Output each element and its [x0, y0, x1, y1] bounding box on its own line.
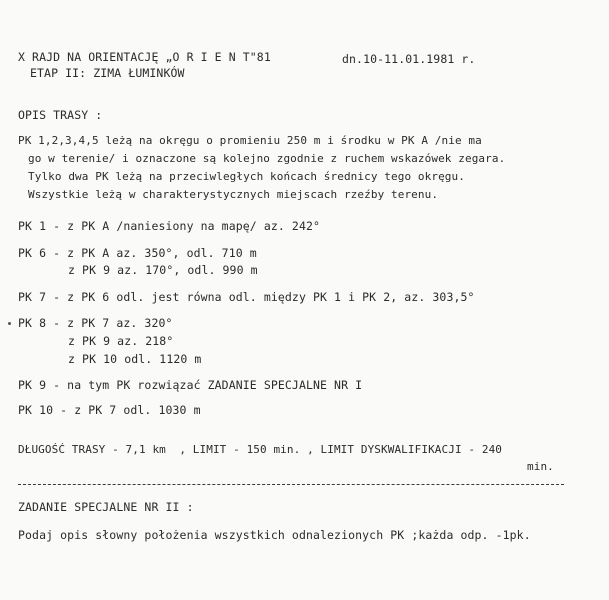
pk1-line: PK 1 - z PK A /naniesiony na mapę/ az. 242°: [18, 219, 321, 233]
route-desc-line-4: Wszystkie leżą w charakterystycznych miejscach rzeźby terenu.: [28, 188, 439, 201]
rally-date: dn.10-11.01.1981 r.: [342, 52, 476, 66]
route-desc-line-2: go w terenie/ i oznaczone są kolejno zgodnie z ruchem wskazówek zegara.: [28, 152, 506, 165]
punch-mark: [8, 322, 11, 325]
pk10-line: PK 10 - z PK 7 odl. 1030 m: [18, 403, 201, 417]
pk8-line-2: z PK 9 az. 218°: [68, 334, 174, 348]
pk6-line-2: z PK 9 az. 170°, odl. 990 m: [68, 263, 258, 277]
separator-line: [18, 484, 564, 485]
special-task-heading: ZADANIE SPECJALNE NR II :: [18, 500, 194, 514]
pk7-line: PK 7 - z PK 6 odl. jest równa odl. między PK 1 i PK 2, az. 303,5°: [18, 290, 475, 304]
route-desc-line-1: PK 1,2,3,4,5 leżą na okręgu o promieniu 250 m i środku w PK A /nie ma: [18, 134, 482, 147]
limits-cont: min.: [527, 460, 554, 473]
pk8-line-3: z PK 10 odl. 1120 m: [68, 352, 202, 366]
route-heading: OPIS TRASY :: [18, 108, 103, 122]
pk6-line-1: PK 6 - z PK A az. 350°, odl. 710 m: [18, 246, 257, 260]
limits-line: DŁUGOŚĆ TRASY - 7,1 km , LIMIT - 150 min. , LIMIT DYSKWALIFIKACJI - 240: [18, 443, 503, 456]
route-desc-line-3: Tylko dwa PK leżą na przeciwległych końcach średnicy tego okręgu.: [28, 170, 465, 183]
special-task-text: Podaj opis słowny położenia wszystkich odnalezionych PK ;każda odp. -1pk.: [18, 528, 531, 542]
rally-title: X RAJD NA ORIENTACJĘ „O R I E N T"81: [18, 50, 271, 64]
stage-title: ETAP II: ZIMA ŁUMINKÓW: [30, 66, 185, 80]
pk9-line: PK 9 - na tym PK rozwiązać ZADANIE SPECJALNE NR I: [18, 378, 363, 392]
pk8-line-1: PK 8 - z PK 7 az. 320°: [18, 316, 173, 330]
